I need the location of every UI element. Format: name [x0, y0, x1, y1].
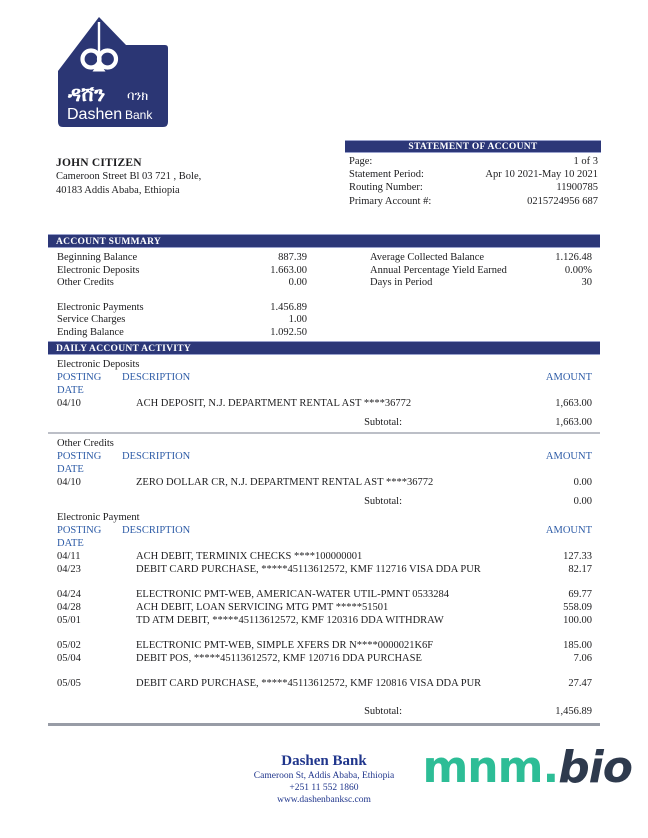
logo-latin-main: Dashen [67, 106, 123, 123]
summary-value: 1.00 [288, 314, 307, 326]
statement-info-rows [345, 153, 601, 208]
statement-info-row [345, 155, 601, 168]
customer-address-line1: Cameroon Street Bl 03 721 , Bole, [56, 171, 202, 182]
statement-of-account-box [345, 140, 601, 208]
account-summary-column-gap [307, 252, 370, 340]
transaction-description: DEBIT CARD PURCHASE, *****45113612572, KMF 112716 VISA DDA PUR [136, 564, 481, 575]
daily-account-activity-header: DAILY ACCOUNT ACTIVITY [48, 341, 600, 355]
account-summary-header: ACCOUNT SUMMARY [48, 234, 600, 248]
transaction-date: 05/05 [57, 678, 81, 689]
transaction-date: 04/23 [57, 564, 81, 575]
transaction-date: 04/10 [57, 398, 81, 409]
transaction-description: ELECTRONIC PMT-WEB, SIMPLE XFERS DR N****0000021K6F [136, 640, 434, 651]
transaction-row [48, 677, 600, 690]
daily-account-activity-section [48, 341, 600, 726]
transaction-row [48, 397, 600, 410]
column-header-posting-date: POSTING DATE [57, 525, 102, 549]
statement-of-account-header: STATEMENT OF ACCOUNT [345, 140, 601, 153]
column-header-amount: AMOUNT [545, 372, 592, 383]
summary-value: 1.126.48 [555, 252, 592, 263]
footer-website: www.dashenbanksc.com [277, 795, 371, 805]
footer-address: Cameroon St, Addis Ababa, Ethiopia [253, 771, 395, 781]
column-header-posting-date: POSTING DATE [57, 372, 102, 396]
subtotal-label: Subtotal: [364, 706, 402, 717]
transaction-row [48, 601, 600, 614]
transaction-amount: 100.00 [563, 615, 592, 626]
transaction-row [48, 614, 600, 627]
summary-row-left [57, 314, 307, 327]
column-header-description: DESCRIPTION [122, 372, 191, 383]
customer-address-block [56, 156, 201, 197]
subtotal-row [48, 416, 600, 429]
transaction-date: 04/10 [57, 477, 81, 488]
mnm-bio-watermark [422, 742, 632, 793]
summary-label: Electronic Deposits [57, 264, 140, 276]
customer-name: JOHN CITIZEN [56, 157, 142, 169]
column-header-amount: AMOUNT [545, 525, 592, 536]
transaction-amount: 27.47 [568, 678, 592, 689]
subtotal-label: Subtotal: [364, 496, 402, 507]
statement-info-row [345, 168, 601, 181]
statement-info-value: 1 of 3 [573, 156, 598, 167]
transaction-description: ZERO DOLLAR CR, N.J. DEPARTMENT RENTAL AST ****36772 [136, 477, 434, 488]
logo-amharic-main: ዳሸን [68, 82, 106, 106]
activity-column-headers [48, 450, 600, 476]
summary-value: 0.00% [564, 264, 592, 276]
summary-row-left [57, 302, 307, 315]
footer-phone: +251 11 552 1860 [289, 783, 359, 793]
transaction-amount: 185.00 [563, 640, 592, 651]
account-summary-body [48, 248, 600, 340]
transaction-description: ELECTRONIC PMT-WEB, AMERICAN-WATER UTIL-PMNT 0533284 [136, 589, 449, 600]
summary-row-right [370, 265, 592, 278]
section-divider [48, 432, 600, 434]
transaction-date: 04/24 [57, 589, 81, 600]
dashen-logo-graphic [55, 14, 171, 130]
activity-groups [48, 358, 600, 726]
statement-info-label: Page: [349, 156, 373, 167]
subtotal-row [48, 705, 600, 718]
logo-amharic-sub: ባንክ [127, 89, 149, 104]
summary-label: Days in Period [370, 277, 433, 289]
summary-row-left [57, 265, 307, 278]
activity-group-title: Electronic Deposits [57, 359, 140, 370]
column-header-description: DESCRIPTION [122, 451, 191, 462]
column-header-amount: AMOUNT [545, 451, 592, 462]
transaction-row [48, 550, 600, 563]
statement-info-label: Primary Account #: [349, 195, 432, 207]
summary-label: Ending Balance [57, 326, 124, 338]
summary-label: Electronic Payments [57, 301, 144, 313]
summary-label: Average Collected Balance [370, 252, 485, 263]
transaction-amount: 127.33 [563, 551, 592, 562]
transaction-row [48, 652, 600, 665]
summary-row-right [370, 252, 592, 265]
transaction-amount: 0.00 [573, 477, 592, 488]
transaction-row [48, 639, 600, 652]
statement-info-value: 11900785 [556, 182, 598, 194]
transaction-description: ACH DEPOSIT, N.J. DEPARTMENT RENTAL AST ****36772 [136, 398, 412, 409]
transaction-description: DEBIT CARD PURCHASE, *****45113612572, KMF 120816 VISA DDA PUR [136, 678, 482, 689]
subtotal-amount: 1,663.00 [555, 417, 592, 428]
transaction-description: ACH DEBIT, LOAN SERVICING MTG PMT *****51501 [136, 602, 389, 613]
transaction-description: DEBIT POS, *****45113612572, KMF 120716 DDA PURCHASE [136, 653, 422, 664]
watermark-suffix: bio [558, 742, 632, 793]
account-summary-right-column [370, 252, 592, 340]
activity-group-title: Other Credits [57, 438, 114, 449]
account-summary-section [48, 234, 600, 340]
account-summary-left-column [57, 252, 307, 340]
transaction-amount: 69.77 [568, 589, 592, 600]
statement-info-row [345, 181, 601, 194]
summary-value: 887.39 [278, 252, 307, 263]
transaction-date: 05/02 [57, 640, 81, 651]
customer-address-line2: 40183 Addis Ababa, Ethiopia [56, 184, 180, 196]
transaction-row [48, 588, 600, 601]
summary-value: 1.456.89 [270, 301, 307, 313]
statement-info-row [345, 195, 601, 208]
summary-label: Beginning Balance [57, 252, 138, 263]
transaction-amount: 1,663.00 [555, 398, 592, 409]
footer-bank-name: Dashen Bank [281, 753, 367, 769]
transaction-date: 05/01 [57, 615, 81, 626]
statement-info-value: 0215724956 687 [527, 195, 598, 207]
summary-row-right [370, 277, 592, 290]
summary-label: Other Credits [57, 277, 114, 289]
statement-info-label: Statement Period: [349, 169, 424, 181]
transaction-amount: 558.09 [563, 602, 592, 613]
summary-value: 30 [581, 277, 592, 289]
transaction-date: 05/04 [57, 653, 81, 664]
subtotal-amount: 0.00 [573, 496, 592, 507]
dashen-bank-logo [55, 14, 171, 135]
activity-group-title: Electronic Payment [57, 512, 140, 523]
transaction-description: TD ATM DEBIT, *****45113612572, KMF 120316 DDA WITHDRAW [136, 615, 444, 626]
transaction-row [48, 563, 600, 576]
activity-column-headers [48, 524, 600, 550]
transaction-amount: 82.17 [568, 564, 592, 575]
column-header-description: DESCRIPTION [122, 525, 191, 536]
column-header-posting-date: POSTING DATE [57, 451, 102, 475]
transaction-date: 04/28 [57, 602, 81, 613]
summary-row-left [57, 327, 307, 340]
transaction-row [48, 476, 600, 489]
summary-value: 1.663.00 [270, 264, 307, 276]
watermark-prefix: mnm. [422, 742, 559, 793]
summary-value: 0.00 [288, 277, 307, 289]
subtotal-row [48, 495, 600, 508]
subtotal-label: Subtotal: [364, 417, 402, 428]
transaction-date: 04/11 [57, 551, 81, 562]
statement-info-label: Routing Number: [349, 182, 423, 194]
summary-row-left [57, 277, 307, 290]
summary-row-left [57, 252, 307, 265]
subtotal-amount: 1,456.89 [555, 706, 592, 717]
logo-latin-sub: Bank [125, 108, 153, 122]
summary-spacer [57, 290, 307, 302]
activity-column-headers [48, 371, 600, 397]
statement-info-value: Apr 10 2021-May 10 2021 [485, 169, 598, 181]
summary-label: Annual Percentage Yield Earned [370, 264, 507, 276]
transaction-description: ACH DEBIT, TERMINIX CHECKS ****100000001 [136, 551, 363, 562]
summary-value: 1.092.50 [270, 326, 307, 338]
summary-label: Service Charges [57, 314, 126, 326]
section-end-divider [48, 723, 600, 726]
transaction-amount: 7.06 [573, 653, 592, 664]
